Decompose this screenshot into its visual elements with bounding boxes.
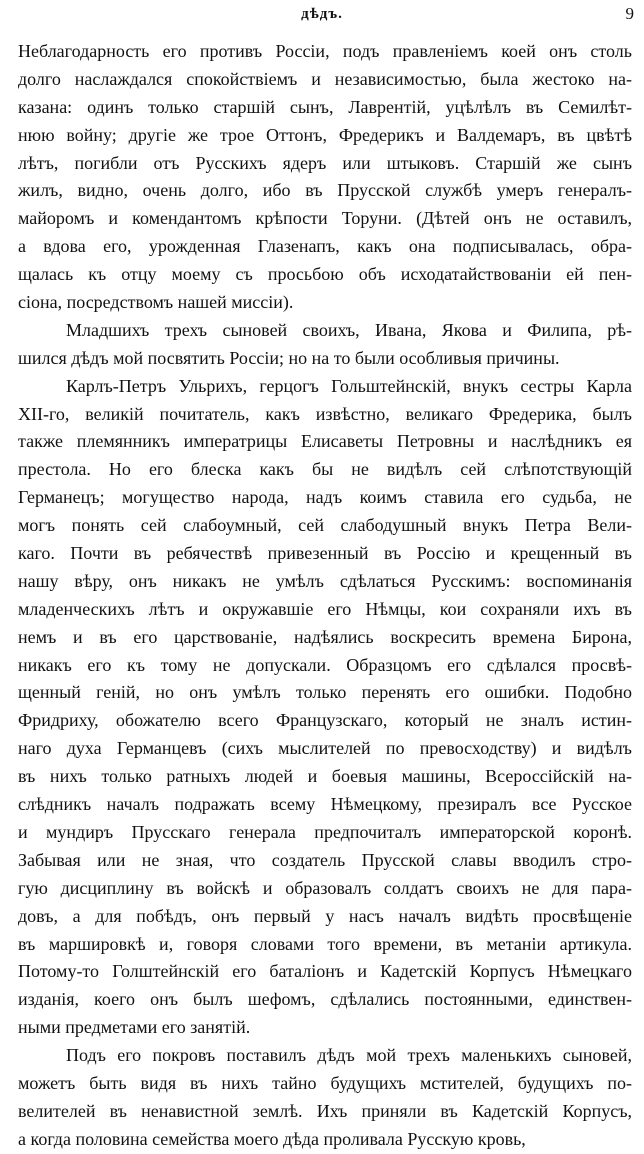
text-line: Неблагодарность его противъ Россіи, подъ правленіемъ коей онъ столь [18,41,632,61]
text-line: лѣтъ, погибли отъ Русскихъ ядеръ или штыковъ. Старшій же сынъ [18,152,632,173]
text-line: ными предметами его занятій. [18,1017,251,1038]
text-line: также племянникъ императрицы Елисаветы Петровны и наслѣдникъ ея [18,431,632,452]
text-line: и мундиръ Прусскаго генерала предпочиталъ императорской коронѣ. [18,821,632,842]
paragraph [18,317,632,373]
text-line: нюю войну; другіе же трое Оттонъ, Фредерикъ и Валдемаръ, въ цвѣтѣ [18,124,632,145]
page-number: 9 [625,4,634,23]
text-line: можетъ быть видя въ нихъ тайно будущихъ мстителей, будущихъ по- [18,1072,632,1093]
text-line: изданія, коего онъ былъ шефомъ, сдѣлались постоянными, единствен- [18,989,632,1010]
text-line: шился дѣдъ мой посвятить Россіи; но на то были особливыя причины. [18,347,560,368]
text-line: Подъ его покровъ поставилъ дѣдъ мой трехъ маленькихъ сыновей, [66,1045,632,1066]
text-line: слѣдникъ началъ подражать всему Нѣмецкому, презиралъ все Русское [18,794,632,815]
text-line: жилъ, видно, очень долго, ибо въ Прусской службѣ умеръ генералъ- [18,180,632,201]
text-line: младенческихъ лѣтъ и окружавшіе его Нѣмцы, кои сохраняли ихъ въ [18,598,632,619]
text-line: престола. Но его блеска какъ бы не видѣлъ сей слѣпотствующій [18,459,632,480]
text-line: XII-го, великій почитатель, какъ извѣстно, великаго Фредерика, былъ [18,403,632,424]
text-line: нашу вѣру, онъ никакъ не умѣлъ сдѣлаться Русскимъ: воспоминанія [18,570,632,591]
text-line: Германецъ; могущество народа, надъ коимъ ставила его судьба, не [18,487,632,508]
text-line: наго духа Германцевъ (сихъ мыслителей по превосходству) и видѣлъ [18,738,632,759]
text-line: Забывая или не зная, что создатель Прусской славы вводилъ стро- [18,849,632,870]
text-line: сіона, посредствомъ нашей миссіи). [18,292,294,313]
text-line: щенный геній, но онъ умѣлъ только перенять его ошибки. Подобно [18,682,632,703]
text-line: а вдова его, урожденная Глазенапъ, какъ она подписывалась, обра- [18,236,632,257]
text-line: а когда половина семейства моего дѣда проливала Русскую кровь, [18,1128,526,1149]
text-line: могъ понять сей слабоумный, сей слабодушный внукъ Петра Вели- [18,515,632,536]
text-line: немъ и въ его царствованіе, надѣялись воскресить времена Бирона, [18,626,632,647]
text-line: въ маршировкѣ и, говоря словами того времени, въ метаніи артикула. [18,933,632,954]
text-line: велителей въ ненавистной землѣ. Ихъ приняли въ Кадетскій Корпусъ, [18,1100,632,1121]
paragraph [18,1042,632,1154]
text-line: щалась къ отцу моему съ просьбою объ исходатайствованіи ей пен- [18,264,632,285]
paragraph [18,38,632,317]
running-title: дѣдъ. [301,6,343,22]
text-line: Фридриху, обожателю всего Французскаго, который не зналъ истин- [18,710,632,731]
text-line: каго. Почти въ ребячествѣ привезенный въ Россію и крещенный въ [18,543,632,564]
text-line: Карлъ-Петръ Ульрихъ, герцогъ Гольштейнскій, внукъ сестры Карла [66,375,632,396]
text-line: Потому-то Голштейнскій его баталіонъ и Кадетскій Корпусъ Нѣмецкаго [18,961,632,982]
text-line: никакъ его къ тому не допускали. Образцомъ его сдѣлался просвѣ- [18,654,632,675]
text-line: майоромъ и комендантомъ крѣпости Торуни. (Дѣтей онъ не оставилъ, [18,208,632,229]
text-line: гую дисциплину въ войскѣ и образовалъ солдатъ своихъ не для пара- [18,877,632,898]
text-line: Младшихъ трехъ сыновей своихъ, Ивана, Якова и Филипа, рѣ- [66,319,632,340]
paragraph [18,373,632,1042]
body-text [18,38,632,1154]
text-line: казана: одинъ только старшій сынъ, Лаврентій, уцѣлѣлъ въ Семилѣт- [18,96,632,117]
text-line: въ нихъ только ратныхъ людей и боевыя машины, Всероссійскій на- [18,766,632,787]
text-line: довъ, а для побѣдъ, онъ первый у насъ началъ видѣть просвѣщеніе [18,905,632,926]
running-header [0,4,644,26]
text-line: долго наслаждался спокойствіемъ и независимостью, была жестоко на- [18,68,632,89]
